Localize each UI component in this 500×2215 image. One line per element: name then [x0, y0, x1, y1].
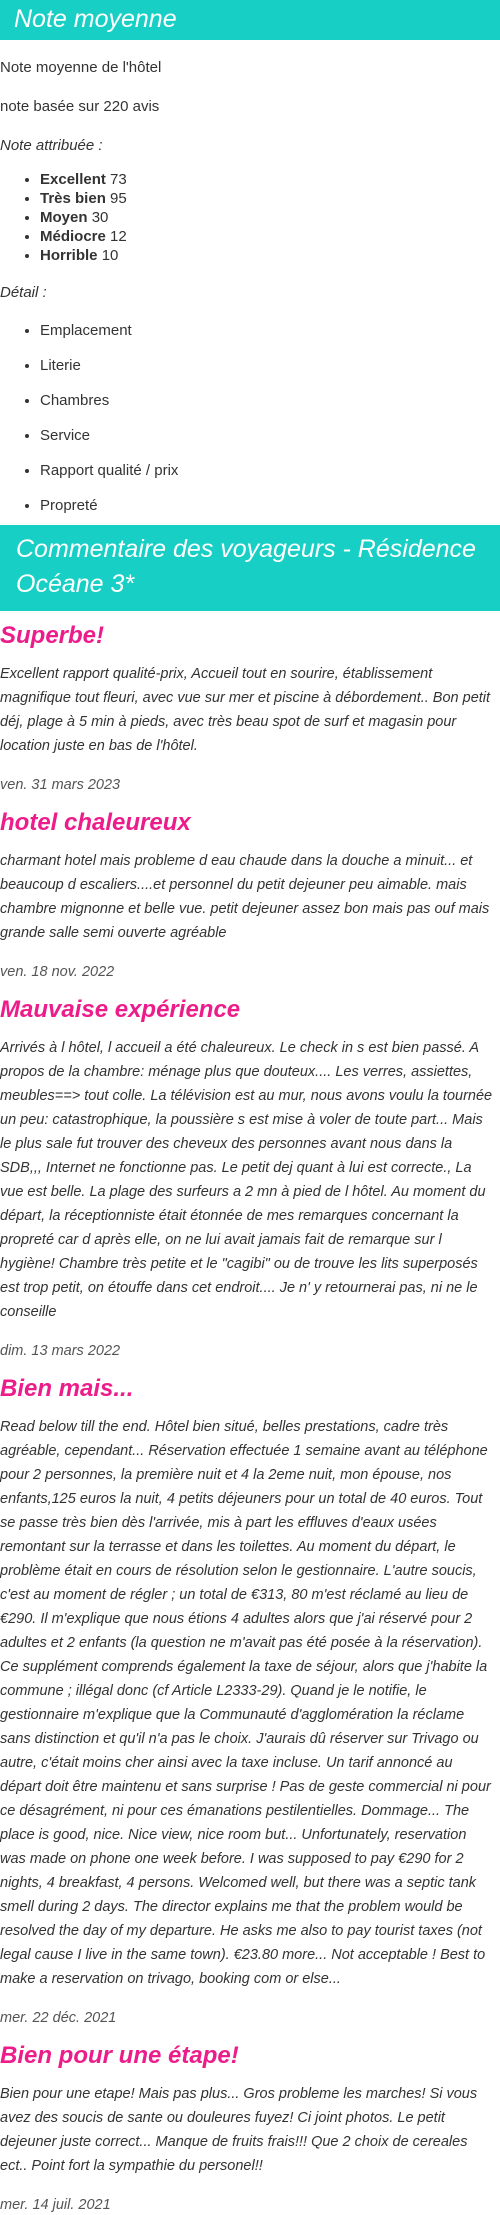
review-item [0, 611, 500, 795]
review-title: Bien mais... [0, 1375, 134, 1402]
review-text: Read below till the end. Hôtel bien situé, belles prestations, cadre très agréable, cependant... Réservation effectuée 1 semaine avant au téléphone pour 2 personnes, la première nuit et 4 la 2eme nuit, mon épouse, nos enfants,125 euros la nuit, 4 petits déjeuners pour un total de 40 euros. Tout se passe très bien dès l'arrivée, mis à part les effluves d'eaux usées remontant sur la terrasse et dans les toilettes. Au moment du départ, le problème était en cours de résolution selon le gestionnaire. L'autre soucis, c'est au moment de régler ; un total de €313, 80 m'est réclamé au lieu de €290. Il m'explique que nous étions 4 adultes alors que j'ai réservé pour 2 adultes et 2 enfants (la question ne m'avait pas été posée à la réservation). Ce supplément comprends également la taxe de séjour, alors que j'habite la commune ; illégal donc (cf Article L2333-29). Quand je le notifie, le gestionnaire m'explique que la Communauté d'agglomération la réclame sans distinction et qu'il n'a pas le choix. J'aurais dû réserver sur Trivago ou autre, c'était moins cher ainsi avec la taxe incluse. Un tarif annoncé au départ doit être maintenu et sans surprise ! Pas de geste commercial ni pour ce désagrément, ni pour ces émanations pestilentielles. Dommage... The place is good, nice. Nice view, nice room but... Unfortunately, reservation was made on phone one week before. I was supposed to pay €290 for 2 nights, 4 breakfast, 4 persons. Welcomed well, but there was a septic tank smell during 2 days. The director explains me that the problem would be resolved the day of my departure. He asks me also to pay tourist taxes (not legal cause I live in the same town). €23.80 more... Not acceptable ! Best to make a reservation on trivago, booking com or else... [0, 1419, 491, 1987]
rating-count: 95 [110, 190, 127, 207]
review-item [0, 1361, 500, 2028]
rating-level: Moyen [40, 209, 88, 226]
review-text: charmant hotel mais probleme d eau chaude dans la douche a minuit... et beaucoup d escaliers....et personnel du petit dejeuner peu aimable. mais chambre mignonne et belle vue. petit dejeuner assez bon mais pas ouf mais grande salle semi ouverte agréable [0, 853, 490, 941]
detail-item: • Literie [40, 356, 500, 376]
rating-breakdown-item [40, 208, 500, 227]
review-item [0, 982, 500, 1361]
review-item [0, 2028, 500, 2215]
comments-section [0, 525, 500, 2215]
attributed-label: Note attribuée : [0, 137, 103, 154]
rating-level: Médiocre [40, 228, 106, 245]
review-date: mer. 14 juil. 2021 [0, 2197, 111, 2213]
review-date: mer. 22 déc. 2021 [0, 2010, 117, 2026]
review-date: ven. 18 nov. 2022 [0, 964, 115, 980]
rating-breakdown-list [0, 170, 500, 265]
review-title: Superbe! [0, 622, 105, 649]
review-title: hotel chaleureux [0, 809, 191, 836]
detail-list [0, 321, 500, 516]
detail-item: • Propreté [40, 496, 500, 516]
rating-count: 73 [110, 171, 127, 188]
detail-item: • Chambres [40, 391, 500, 411]
review-title: Mauvaise expérience [0, 996, 241, 1023]
detail-item: • Service [40, 426, 500, 446]
detail-item: • Emplacement [40, 321, 500, 341]
rating-count: 12 [110, 228, 127, 245]
review-count-line: note basée sur 220 avis [0, 98, 160, 115]
rating-breakdown-item [40, 246, 500, 265]
rating-count: 30 [91, 209, 109, 226]
review-item [0, 795, 500, 982]
rating-level: Excellent [40, 171, 106, 188]
rating-level: Très bien [40, 190, 106, 207]
review-date: ven. 31 mars 2023 [0, 777, 121, 793]
review-title: Bien pour une étape! [0, 2042, 239, 2069]
review-date: dim. 13 mars 2022 [0, 1343, 121, 1359]
review-text: Excellent rapport qualité-prix, Accueil tout en sourire, établissement magnifique tout fleuri, avec vue sur mer et piscine à débordement.. Bon petit déj, plage à 5 min à pieds, avec très beau spot de surf et magasin pour location juste en bas de l'hôtel. [0, 666, 491, 754]
rating-section [0, 0, 500, 516]
comments-header: Commentaire des voyageurs - Résidence Océane 3* [0, 525, 500, 611]
rating-header: Note moyenne [0, 0, 500, 40]
hotel-average-line: Note moyenne de l'hôtel [0, 59, 162, 76]
rating-breakdown-item [40, 227, 500, 246]
review-text: Bien pour une etape! Mais pas plus... Gros probleme les marches! Si vous avez des soucis de sante ou douleures fuyez! Ci joint photos. Le petit dejeuner juste correct... Manque de fruits frais!!! Que 2 choix de cereales ect.. Point fort la sympathie du personel!! [0, 2086, 478, 2174]
rating-level: Horrible [40, 247, 98, 264]
rating-breakdown-item [40, 189, 500, 208]
review-text: Arrivés à l hôtel, l accueil a été chaleureux. Le check in s est bien passé. A propos de la chambre: ménage plus que douteux.... Les verres, assiettes, meubles==> tout colle. La télévision est au mur, nous avons voulu la tournée un peu: catastrophique, la poussière s est mise à voler de toute part... Mais le plus sale fut trouver des cheveux des personnes avant nous dans la SDB,,, Internet ne fonctionne pas. Le petit dej quant à lui est correcte., La vue est belle. La plage des surfeurs a 2 mn à pied de l hôtel. Au moment du départ, la réceptionniste était étonnée de mes remarques concernant la propreté car d après elle, on ne lui avait jamais fait de remarque sur l hygiène! Chambre très petite et le "cagibi" ou de trouve les lits superposés est trop petit, on étouffe dans cet endroit.... Je n' y retournerai pas, ni ne le conseille [0, 1040, 493, 1320]
rating-count: 10 [101, 247, 119, 264]
detail-label: Détail : [0, 284, 47, 301]
detail-item: • Rapport qualité / prix [40, 461, 500, 481]
rating-breakdown-item [40, 170, 500, 189]
